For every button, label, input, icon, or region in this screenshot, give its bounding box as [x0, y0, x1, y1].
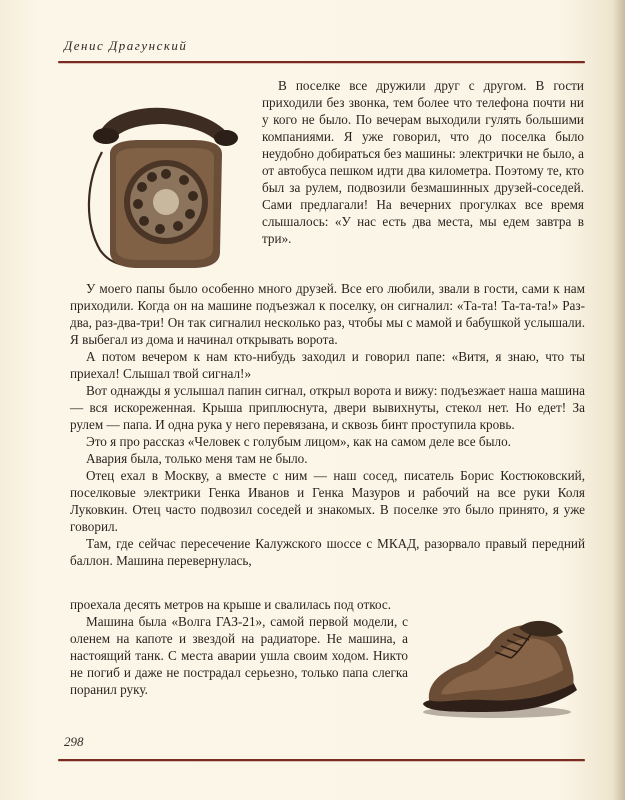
footer-rule [58, 759, 585, 761]
header-rule [58, 61, 585, 63]
paragraph: А потом вечером к нам кто-нибудь заходил и говорил папе: «Витя, я знаю, что ты приехал! Слышал твой сигнал!» [70, 349, 585, 381]
paragraph: Там, где сейчас пересечение Калужского шоссе с МКАД, разорвало правый передний баллон. Машина перевернулась, [70, 536, 585, 568]
paragraph: проехала десять метров на крыше и свалилась под откос. [70, 597, 392, 612]
text-block-middle [70, 280, 585, 569]
telephone-illustration-icon [80, 92, 245, 274]
text-block-bottom [70, 596, 408, 698]
paragraph: Отец ехал в Москву, а вместе с ним — наш сосед, писатель Борис Костюковский, поселковые электрики Генка Иванов и Генка Мазуров и рабочий на все руки Коля Луковкин. Отец часто подвозил соседей и знакомых. В поселке это было принято, я уже говорил. [70, 468, 585, 534]
dial-center [153, 189, 179, 215]
handset-mouthpiece [214, 130, 238, 146]
running-head-author: Денис Драгунский [64, 38, 188, 53]
paragraph: Это я про рассказ «Человек с голубым лицом», как на самом деле все было. [86, 434, 511, 449]
page-spine-shadow [613, 0, 625, 800]
phone-handset [100, 108, 228, 144]
boot-illustration-icon [415, 612, 587, 722]
page-number: 298 [64, 734, 84, 749]
paragraph: В поселке все дружили друг с другом. В гости приходили без звонка, тем более что телефона почти ни у кого не было. По вечерам выходили гулять большими компаниями. Я уже говорил, что до поселка было неудобно добираться без машины: электрички не было, а от автобуса пешком идти два километра. Поэтому те, кто был за рулем, подвозили безмашинных друзей-соседей. Сами предлагали! На вечерних прогулках все время слышалось: «У нас есть два места, мы едем завтра в три». [262, 78, 584, 246]
paragraph: Авария была, только меня там не было. [86, 451, 308, 466]
paragraph: У моего папы было особенно много друзей. Все его любили, звали в гости, сами к нам приходили. Когда он на машине подъезжал к поселку, он сигналил: «Та-та! Та-та-та!» Раз-два, раз-два-три! Он так сигналил несколько раз, чтобы мы с мамой и бабушкой услышали. Я выбегал из дома и начинал открывать ворота. [70, 281, 585, 347]
handset-earpiece [93, 128, 119, 144]
paragraph: Машина была «Волга ГАЗ-21», самой первой модели, с оленем на капоте и звездой на радиаторе. Не машина, а настоящий танк. С места аварии ушла своим ходом. Никто не погиб и даже не пострадал серьезно, только папа слегка поранил руку. [70, 614, 408, 697]
paragraph: Вот однажды я услышал папин сигнал, открыл ворота и вижу: подъезжает наша машина — вся искореженная. Крыша приплюснута, двери вывихнуты, стекол нет. Но едет! За рулем — папа. И одна рука у него перевязана, и сквозь бинт проступила кровь. [70, 383, 585, 432]
text-block-top [262, 77, 584, 247]
